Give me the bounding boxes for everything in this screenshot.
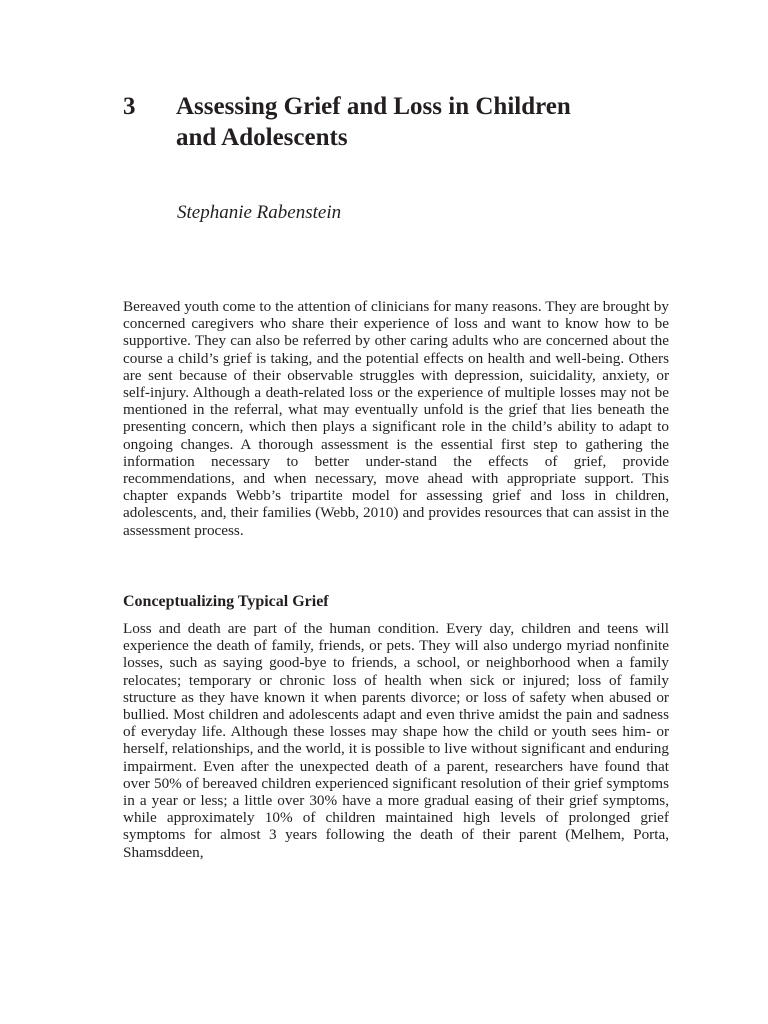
chapter-title: Assessing Grief and Loss in Children and Adolescents: [176, 93, 571, 151]
section-heading: Conceptualizing Typical Grief: [123, 593, 329, 610]
chapter-number: 3: [123, 93, 136, 120]
section-paragraph: Loss and death are part of the human condition. Every day, children and teens will experience the death of family, friends, or pets. They will also undergo myriad nonfinite losses, such as saying good-bye to friends, a school, or neighborhood when a family relocates; temporary or chronic loss of health when sick or injured; loss of family structure as they have known it when parents divorce; or loss of safety when abused or bullied. Most children and adolescents adapt and even thrive amidst the pain and sadness of everyday life. Although these losses may shape how the child or youth sees him- or herself, relationships, and the world, it is possible to live without significant and enduring impairment. Even after the unexpected death of a parent, researchers have found that over 50% of bereaved children experienced significant resolution of their grief symptoms in a year or less; a little over 30% have a more gradual easing of their grief symptoms, while approximately 10% of children maintained high levels of prolonged grief symptoms for almost 3 years following the death of their parent (Melhem, Porta, Shamsddeen,: [123, 620, 669, 861]
intro-paragraph: Bereaved youth come to the attention of clinicians for many reasons. They are brought by concerned caregivers who share their experience of loss and want to know how to be supportive. They can also be referred by other caring adults who are concerned about the course a child’s grief is taking, and the potential effects on health and well-being. Others are sent because of their observable struggles with depression, suicidality, anxiety, or self-injury. Although a death-related loss or the experience of multiple losses may not be mentioned in the referral, what may eventually unfold is the grief that lies beneath the presenting concern, which then plays a significant role in the child’s ability to adapt to ongoing changes. A thorough assessment is the essential first step to gathering the information necessary to better under-stand the effects of grief, provide recommendations, and when necessary, move ahead with appropriate support. This chapter expands Webb’s tripartite model for assessing grief and loss in children, adolescents, and, their families (Webb, 2010) and provides resources that can assist in the assessment process.: [123, 298, 669, 539]
chapter-author: Stephanie Rabenstein: [177, 202, 342, 223]
